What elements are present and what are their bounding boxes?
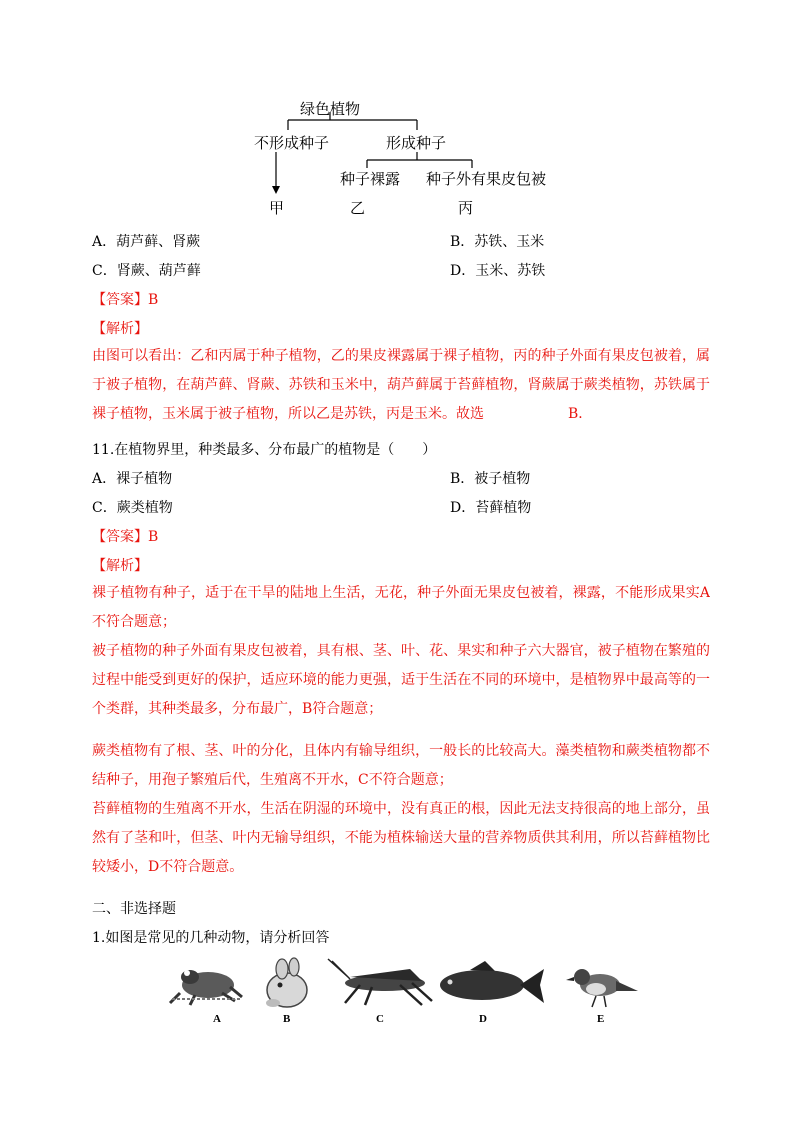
q10-option-a: A．葫芦藓、肾蕨 <box>92 234 201 250</box>
diagram-leaf-jia: 甲 <box>269 199 285 217</box>
q11-option-d: D．苔藓植物 <box>450 500 532 516</box>
q10-analysis-text: 由图可以看出：乙和丙属于种子植物，乙的果皮裸露属于裸子植物，丙的种子外面有果皮包被着，属于被子植物，在葫芦藓、肾蕨、苏铁和玉米中，葫芦藓属于苔藓植物，肾蕨属于蕨类植物，苏铁属于裸子植物，玉米属于被子植物，所以乙是苏铁，丙是玉米。故选 <box>92 348 710 422</box>
q10-option-c: C．肾蕨、葫芦藓 <box>92 263 201 279</box>
fish-icon <box>440 961 544 1003</box>
q10-analysis-end: B． <box>568 406 593 422</box>
q1-stem: 1.如图是常见的几种动物，请分析回答 <box>92 930 330 946</box>
q11-analysis-angiosperm: 被子植物的种子外面有果皮包被着，具有根、茎、叶、花、果实和种子六大器官，被子植物在繁殖的过程中能受到更好的保护，适应环境的能力更强，适于生活在不同的环境中，是植物界中最高等的一个类群，其种类最多，分布最广，B符合题意； <box>92 643 710 717</box>
frog-icon <box>170 970 242 1005</box>
q11-option-c: C．蕨类植物 <box>92 500 173 516</box>
bird-icon <box>566 969 638 1007</box>
animal-label-e: E <box>597 1013 605 1025</box>
q10-analysis <box>92 342 710 430</box>
grasshopper-icon <box>328 959 432 1005</box>
q11-analysis-moss: 苔藓植物的生殖离不开水，生活在阴湿的环境中，没有真正的根，因此无法支持很高的地上部分，虽然有了茎和叶，但茎、叶内无输导组织，不能为植株输送大量的营养物质供其利用，所以苔藓植物比较矮小，D不符合题意。 <box>92 801 710 875</box>
q11-stem: 11.在植物界里，种类最多、分布最广的植物是（ ） <box>92 442 437 458</box>
animal-label-b: B <box>283 1013 291 1025</box>
diagram-leaf-yi: 乙 <box>350 199 366 217</box>
q11-option-a: A．裸子植物 <box>92 471 173 487</box>
q11-answer: 【答案】B <box>92 529 159 545</box>
diagram-right-branch: 形成种子 <box>386 134 447 152</box>
section-title: 二、非选择题 <box>92 901 176 917</box>
q10-option-d: D．玉米、苏铁 <box>450 263 546 279</box>
animal-figure <box>160 955 640 1030</box>
rabbit-icon <box>266 958 307 1007</box>
q10-analysis-label: 【解析】 <box>92 321 148 337</box>
q10-option-b: B．苏铁、玉米 <box>450 234 545 250</box>
diagram-leaf-bing: 丙 <box>458 199 474 217</box>
q11-option-b: B．被子植物 <box>450 471 531 487</box>
q11-analysis-fern: 蕨类植物有了根、茎、叶的分化，且体内有输导组织，一般长的比较高大。藻类植物和蕨类植物都不结种子，用孢子繁殖后代，生殖离不开水，C不符合题意； <box>92 743 710 788</box>
diagram-root: 绿色植物 <box>300 100 361 118</box>
diagram-left-branch: 不形成种子 <box>254 134 330 152</box>
q11-analysis-label: 【解析】 <box>92 558 148 574</box>
diagram-sub-right: 种子外有果皮包被 <box>426 170 547 188</box>
animal-label-a: A <box>213 1013 221 1025</box>
diagram-sub-left: 种子裸露 <box>340 170 401 188</box>
q10-answer: 【答案】B <box>92 292 159 308</box>
animal-label-c: C <box>376 1013 384 1025</box>
animal-label-d: D <box>479 1013 487 1025</box>
plant-classification-diagram <box>240 90 570 220</box>
q11-analysis-gymnosperm: 裸子植物有种子，适于在干旱的陆地上生活，无花，种子外面无果皮包被着，裸露，不能形成果实A不符合题意； <box>92 585 710 630</box>
